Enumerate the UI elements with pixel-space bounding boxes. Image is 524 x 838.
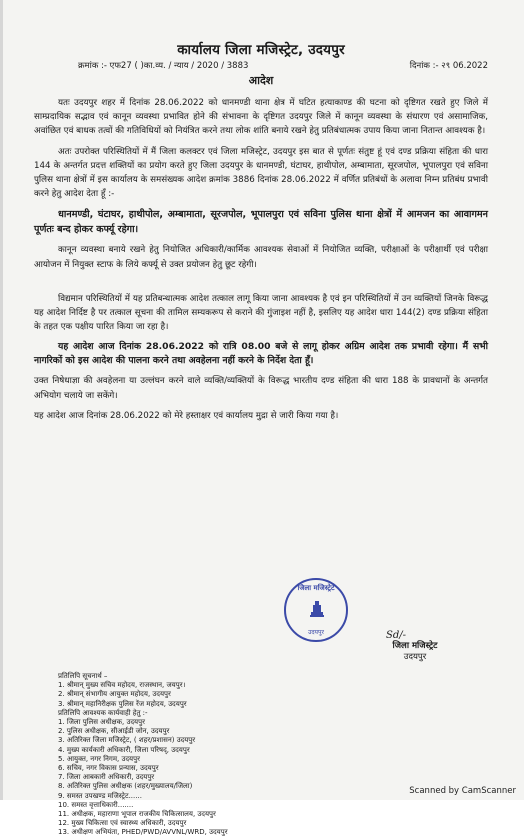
date-block — [410, 60, 488, 71]
office-seal — [284, 578, 348, 642]
copy-action-item: 10. समस्त वृत्ताधिकारी....... — [58, 800, 134, 809]
seal-top-text: जिला मजिस्ट्रेट — [297, 584, 335, 592]
emblem-icon — [310, 600, 324, 618]
copy-heading-info: प्रतिलिपि सूचनार्थ – — [58, 672, 108, 680]
signature-place: उदयपुर — [403, 652, 427, 662]
copy-info-item: 1. श्रीमान् मुख्य सचिव महोदय, राजस्थान, जयपुर। — [58, 681, 186, 690]
page-edge — [0, 0, 3, 800]
paragraph-1: यतः उदयपुर शहर में दिनांक 28.06.2022 को धानमण्डी थाना क्षेत्र में घटित हत्याकाण्ड की घटना को दृष्टिगत रखते हुए जिले में साम्प्रदायिक सद्भाव एवं कानून व्यवस्था प्रभावित होने की संभावना के दृष्टिगत उदयपुर जिले में कानून व्यवस्था के संधारण एवं असामाजिक, अवांछित एवं बाधक तत्वों की गतिविधियों को नियंत्रित करने तथा लोक शांति बनाये रखने हेतु प्रतिबंधात्मक उपाय किया जाना नितान्त आवश्यक है। — [34, 98, 488, 137]
paragraph-issued: यह आदेश आज दिनांक 28.06.2022 को मेरे हस्ताक्षर एवं कार्यालय मुद्रा से जारी किया गया है। — [34, 410, 339, 421]
paragraph-2: अतः उपरोक्त परिस्थितियों में मैं जिला कलक्टर एवं जिला मजिस्ट्रेट, उदयपुर इस बात से पूर्णतः संतुष्ट हूं एवं दण्ड प्रक्रिया संहिता की धारा 144 के अन्तर्गत प्रदत्त शक्तियों का प्रयोग करते हुए जिला उदयपुर के धानमण्डी, घंटाघर, हाथीपोल, अम्बामाता, सूरजपोल, भूपालपुरा एवं सविना पुलिस थाना क्षेत्रों में इस कार्यालय के समसंख्यक आदेश क्रमांक 3886 दिनांक 28.06.2022 में वर्णित प्रतिबंधों के अलावा निम्न प्रतिबंध प्रभावी करने हेतु आदेश देता हूँ :- — [34, 146, 488, 200]
date-value: २९ 06.2022 — [441, 61, 488, 71]
signature-block — [360, 630, 470, 663]
date-label: दिनांक :- — [409, 61, 439, 71]
paragraph-penalty: उक्त निषेधाज्ञा की अवहेलना या उल्लंघन करने वाले व्यक्ति/व्यक्तियों के विरूद्ध भारतीय दण्ड संहिता की धारा 188 के प्रावधानों के अन्तर्गत अभियोग चलाये जा सकेंगे। — [34, 376, 488, 401]
copy-info-item: 3. श्रीमान् महानिरीक्षक पुलिस रेंज महोदय, उदयपुर — [58, 699, 187, 708]
copy-action-item: 4. मुख्य कार्यकारी अधिकारी, जिला परिषद्, उदयपुर — [58, 745, 190, 754]
copy-action-item: 6. सचिव, नगर विकास प्रन्यास, उदयपुर — [58, 764, 159, 773]
copy-action-item: 8. अतिरिक्त पुलिस अधीक्षक (शहर/मुख्यालय/जिला) — [58, 782, 193, 791]
signature-initials: Sd/- — [386, 630, 406, 641]
document-title: आदेश — [248, 74, 274, 87]
copy-action-item: 1. जिला पुलिस अधीक्षक, उदयपुर — [58, 718, 145, 727]
reference-number-block — [34, 60, 248, 71]
copy-action-item: 13. अधीक्षण अभियंता, PHED/PWD/AVVNL/WRD, उदयपुर — [58, 828, 228, 837]
paragraph-exemption: कानून व्यवस्था बनाये रखने हेतु नियोजित अधिकारी/कार्मिक आवश्यक सेवाओं में नियोजित व्यक्ति, परीक्षाओं के परीक्षार्थी एवं परीक्षा आयोजन में नियुक्त स्टाफ के लिये कर्फ्यू से उक्त प्रयोजन हेतु छूट रहेगी। — [34, 245, 488, 270]
copy-action-item: 7. जिला आबकारी अधिकारी, उदयपुर — [58, 773, 155, 782]
office-title: कार्यालय जिला मजिस्ट्रेट, उदयपुर — [177, 42, 345, 58]
reference-row — [34, 60, 488, 71]
copy-action-item: 5. आयुक्त, नगर निगम, उदयपुर — [58, 754, 140, 763]
scanner-watermark: Scanned by CamScanner — [409, 786, 516, 796]
copy-action-item: 2. पुलिस अधीक्षक, सीआईडी जोन, उदयपुर — [58, 727, 170, 736]
copy-info-item: 2. श्रीमान् संभागीय आयुक्त महोदय, उदयपुर — [58, 690, 171, 699]
reference-label: क्रमांक :- एफ27 ( )का.व्य. / न्याय / 2020 / — [78, 61, 227, 71]
signature-designation: जिला मजिस्ट्रेट — [392, 641, 438, 651]
paragraph-5: विद्यमान परिस्थितियों में यह प्रतिबन्धात्मक आदेश तत्काल लागू किया जाना आवश्यक है एवं इन परिस्थितियों में उन व्यक्तियों जिनके विरूद्ध यह आदेश निर्दिष्ट है पर तत्काल सूचना की तामिल सम्यकरूप से कराने की गुंजाइश नहीं है, इसलिए यह आदेश धारा 144(2) दण्ड प्रक्रिया संहिता के तहत एक पक्षीय पारित किया जा रहा है। — [34, 293, 488, 333]
reference-number: 3883 — [226, 61, 249, 71]
spacer — [34, 278, 488, 292]
copy-heading-action: प्रतिलिपि आवश्यक कार्यवाही हेतु :- — [58, 708, 148, 717]
copy-action-item: 11. अधीक्षक, महाराणा भूपाल राजकीय चिकित्सालय, उदयपुर — [58, 810, 216, 819]
seal-bottom-text: उदयपुर — [308, 629, 324, 636]
copy-action-item: 12. मुख्य चिकित्सा एवं स्वास्थ्य अधिकारी, उदयपुर — [58, 819, 187, 828]
paragraph-effective-time: यह आदेश आज दिनांक 28.06.2022 को रात्रि 08.00 बजे से लागू होकर अग्रिम आदेश तक प्रभावी रहेगा। मैं सभी नागरिकों को इस आदेश की पालना करने तथा अवहेलना नहीं करने के निर्देश देता हूँ। — [34, 341, 488, 367]
copy-action-item: 3. अतिरिक्त जिला मजिस्ट्रेट, ( शहर/प्रशासन) उदयपुर — [58, 736, 196, 745]
copy-list — [58, 672, 318, 838]
copy-action-item: 9. समस्त उपखण्ड मजिस्ट्रेट...... — [58, 791, 142, 800]
paragraph-curfew-areas: धानमण्डी, घंटाघर, हाथीपोल, अम्बामाता, सूरजपोल, भूपालपुरा एवं सविना पुलिस थाना क्षेत्रों में आमजन का आवागमन पूर्णतः बन्द होकर कर्फ्यू रहेगा। — [34, 209, 488, 236]
